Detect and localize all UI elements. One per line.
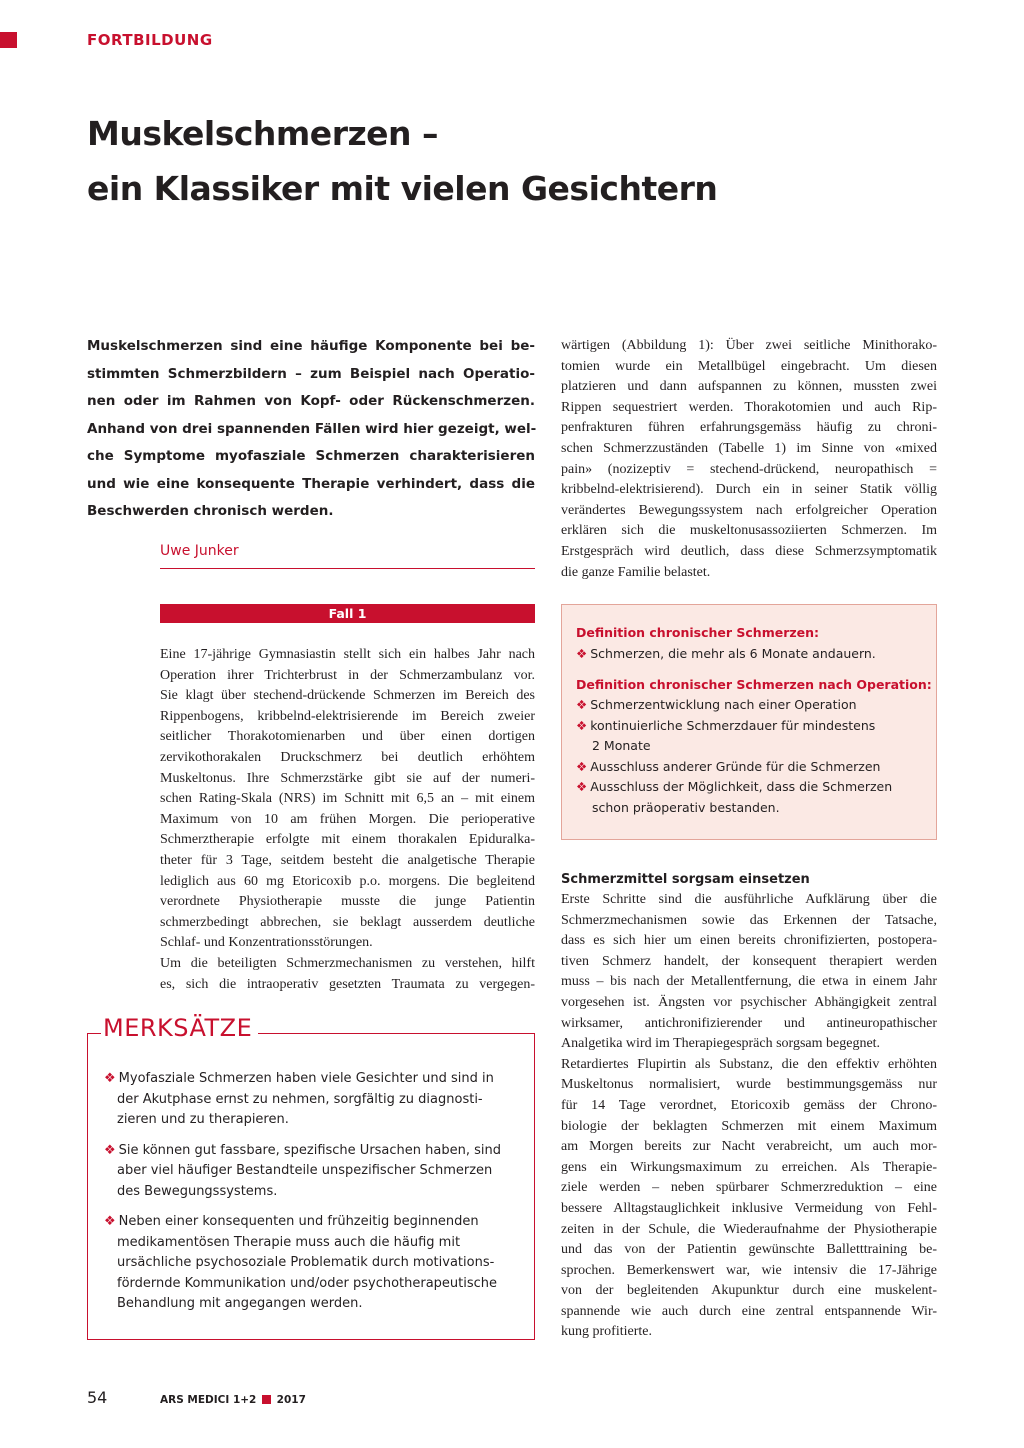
- text-line: Sie klagt über stechend-drückende Schmerzen im Bereich des: [160, 688, 535, 704]
- lead-line: Anhand von drei spannenden Fällen wird hier gezeigt, wel-: [87, 420, 537, 437]
- definition-item: ❖ kontinuierliche Schmerzdauer für mindestens: [576, 718, 876, 733]
- text-line: erklären sich die muskeltonusassoziierten Schmerzen. Im: [561, 523, 937, 539]
- text-line: theter für 3 Tage, seitdem besteht die analgetische Therapie: [160, 852, 535, 868]
- author-divider: [160, 568, 535, 569]
- text-line: kung profitierte.: [561, 1324, 652, 1340]
- text-line: tiven Schmerz handelt, der konsequent therapiert werden: [561, 953, 937, 969]
- text-line: Maximum von 10 am frühen Morgen. Die perioperative: [160, 811, 535, 827]
- definition-item-continuation: schon präoperativ bestanden.: [592, 800, 780, 815]
- text-line: lediglich aus 60 mg Etoricoxib p.o. morgens. Die begleitend: [160, 873, 535, 889]
- definition-item: ❖ Ausschluss anderer Gründe für die Schmerzen: [576, 759, 881, 774]
- text-line: spannende wie auch durch eine zentral entspannende Wir-: [561, 1303, 937, 1319]
- text-line: bessere Alltagstauglichkeit inklusive Vermeidung von Fehl-: [561, 1200, 937, 1216]
- lead-line: stimmten Schmerzbildern – zum Beispiel nach Operatio-: [87, 365, 535, 382]
- key-point-line: aber viel häufiger Bestandteile unspezifischer Schmerzen: [117, 1163, 493, 1178]
- section-label: FORTBILDUNG: [87, 31, 213, 49]
- lead-line: Muskelschmerzen sind eine häufige Komponente bei be-: [87, 338, 535, 354]
- text-line: für 14 Tage verordnet, Etoricoxib gemäss der Chrono-: [561, 1097, 937, 1113]
- diamond-bullet-icon: ❖: [576, 646, 588, 661]
- diamond-bullet-icon: ❖: [576, 779, 588, 794]
- diamond-bullet-icon: ❖: [576, 718, 588, 733]
- text-line: wirksamer, antichronifizierender und antineuropathischer: [561, 1015, 937, 1031]
- lead-line: und wie eine konsequente Therapie verhindert, dass die: [87, 475, 535, 492]
- definition-heading: Definition chronischer Schmerzen nach Operation:: [576, 677, 932, 692]
- text-line: schen Schmerzzuständen (Tabelle 1) im Sinne von «mixed: [561, 440, 937, 456]
- text-line: am Morgen bereits zur Nacht verabreicht, um auch mor-: [561, 1139, 937, 1155]
- text-line: kribbelnd-elektrisierend). Durch ein in seiner Statik völlig: [561, 482, 937, 498]
- lead-line: Beschwerden chronisch werden.: [87, 503, 334, 519]
- footer-square-icon: [262, 1395, 271, 1404]
- lead-line: che Symptome myofasziale Schmerzen charakterisieren: [87, 448, 535, 464]
- definition-box: [561, 604, 937, 840]
- text-line: Eine 17-jährige Gymnasiastin stellt sich ein halbes Jahr nach: [160, 647, 535, 662]
- text-line: platzieren und dann aufspannen zu können, mussten zwei: [561, 379, 937, 395]
- text-line: zeiten in der Schule, die Wiederaufnahme der Physiotherapie: [561, 1221, 937, 1237]
- text-line: Retardiertes Flupirtin als Substanz, die den effektiv erhöhten: [561, 1056, 937, 1072]
- right-column-paragraph: [561, 336, 937, 583]
- article-title: [87, 106, 717, 216]
- text-line: verordnete Physiotherapie musste die junge Patientin: [160, 894, 535, 910]
- title-line: ein Klassiker mit vielen Gesichtern: [87, 169, 718, 208]
- lead-paragraph: [87, 333, 535, 526]
- subsection-heading: Schmerzmittel sorgsam einsetzen: [561, 872, 810, 887]
- text-line: tomien wurde ein Metallbügel eingebracht. Um diesen: [561, 358, 937, 374]
- text-line: vorgesehen ist. Ängsten vor psychischer Abhängigkeit zentral: [561, 994, 937, 1010]
- text-line: zervikothorakalen Druckschmerz bei deutlich erhöhtem: [160, 749, 535, 765]
- definition-heading: Definition chronischer Schmerzen:: [576, 625, 820, 640]
- page-number: 54: [87, 1388, 108, 1407]
- text-line: Erste Schritte sind die ausführliche Aufklärung über die: [561, 892, 937, 907]
- key-point-line: medikamentösen Therapie muss auch die häufig mit: [117, 1235, 461, 1250]
- key-point-line: fördernde Kommunikation und/oder psychotherapeutische: [117, 1276, 498, 1291]
- key-point-line: ursächliche psychosoziale Problematik durch motivations-: [117, 1255, 495, 1270]
- text-line: die ganze Familie belastet.: [561, 564, 711, 580]
- case-paragraph: [160, 645, 535, 995]
- text-line: Rippenbogens, kribbelnd-elektrisierende im Bereich zweier: [160, 708, 535, 724]
- journal-year: 2017: [276, 1394, 306, 1406]
- text-line: Schlaf- und Konzentrationsstörungen.: [160, 935, 373, 951]
- key-point-line: ❖ Sie können gut fassbare, spezifische Ursachen haben, sind: [104, 1143, 501, 1158]
- diamond-bullet-icon: ❖: [104, 1143, 116, 1158]
- key-point-line: ❖ Myofasziale Schmerzen haben viele Gesichter und sind in: [104, 1071, 494, 1086]
- text-line: verändertes Bewegungssystem nach erfolgreicher Operation: [561, 502, 937, 518]
- key-point-line: der Akutphase ernst zu nehmen, sorgfältig zu diagnosti-: [117, 1092, 483, 1107]
- text-line: Muskeltonus. Ihre Schmerzstärke gibt sie auf der numeri-: [160, 770, 535, 786]
- definition-item: ❖ Schmerzentwicklung nach einer Operation: [576, 697, 857, 712]
- text-line: Um die beteiligten Schmerzmechanismen zu verstehen, hilft: [160, 955, 535, 971]
- key-points-title: MERKSÄTZE: [101, 1014, 258, 1042]
- text-line: Operation ihrer Trichterbrust in der Schmerzambulanz vor.: [160, 667, 535, 683]
- key-point-line: des Bewegungssystems.: [117, 1184, 278, 1199]
- key-point-line: ❖ Neben einer konsequenten und frühzeitig beginnenden: [104, 1214, 479, 1229]
- right-column-paragraph: [561, 890, 937, 1343]
- diamond-bullet-icon: ❖: [104, 1214, 116, 1229]
- journal-footer: [160, 1394, 306, 1406]
- journal-name: ARS MEDICI 1+2: [160, 1394, 257, 1406]
- text-line: pain» (nozizeptiv = stechend-drückend, neuropathisch =: [561, 461, 937, 477]
- text-line: seitlicher Thorakotomienarben und über einen dortigen: [160, 729, 535, 745]
- text-line: sprochen. Bemerkenswert war, wie intensiv die 17-Jährige: [561, 1262, 937, 1278]
- text-line: muss – bis nach der Metallentfernung, die etwa in einem Jahr: [561, 974, 937, 990]
- text-line: von der begleitenden Akupunktur durch eine muskelent-: [561, 1283, 937, 1299]
- section-marker: [0, 32, 17, 48]
- case-label-bar: Fall 1: [160, 604, 535, 623]
- text-line: penfrakturen führen erfahrungsgemäss häufig zu chroni-: [561, 420, 937, 436]
- text-line: gens ein Wirkungsmaximum zu erreichen. Als Therapie-: [561, 1159, 937, 1175]
- text-line: schen Rating-Skala (NRS) im Schnitt mit 6,5 an – mit einem: [160, 791, 535, 807]
- text-line: Schmerzmechanismen sowie das Erkennen der Tatsache,: [561, 912, 937, 928]
- diamond-bullet-icon: ❖: [104, 1071, 116, 1086]
- text-line: Analgetika wird im Therapiegespräch sorgsam begegnet.: [561, 1036, 881, 1052]
- text-line: biologie der beklagten Schmerzen mit einem Maximum: [561, 1118, 937, 1134]
- text-line: Muskeltonus normalisiert, wurde bestimmungsgemäss nur: [561, 1077, 937, 1093]
- text-line: Erstgespräch wird deutlich, dass diese Schmerzsymptomatik: [561, 543, 937, 559]
- diamond-bullet-icon: ❖: [576, 759, 588, 774]
- key-point-line: Behandlung mit angegangen werden.: [117, 1296, 363, 1311]
- definition-item: ❖ Ausschluss der Möglichkeit, dass die Schmerzen: [576, 779, 893, 794]
- text-line: es, sich die intraoperativ gesetzten Traumata zu vergegen-: [160, 976, 535, 992]
- author-name: Uwe Junker: [160, 543, 239, 559]
- definition-item-continuation: 2 Monate: [592, 738, 651, 753]
- lead-line: nen oder im Rahmen von Kopf- oder Rückenschmerzen.: [87, 393, 535, 409]
- key-point-line: zieren und zu therapieren.: [117, 1112, 289, 1127]
- text-line: wärtigen (Abbildung 1): Über zwei seitliche Minithorako-: [561, 338, 937, 353]
- definition-item: ❖ Schmerzen, die mehr als 6 Monate andauern.: [576, 646, 876, 661]
- title-line: Muskelschmerzen –: [87, 114, 439, 153]
- text-line: schmerzbedingt abbrechen, sie beklagt ausserdem deutliche: [160, 914, 535, 930]
- diamond-bullet-icon: ❖: [576, 697, 588, 712]
- text-line: und das von der Patientin gewünschte Balletttraining be-: [561, 1242, 937, 1258]
- text-line: ziele werden – neben spürbarer Schmerzreduktion – eine: [561, 1180, 937, 1196]
- text-line: Schmerztherapie erfolgte mit einem thorakalen Epiduralka-: [160, 832, 535, 848]
- text-line: Rippen sequestriert werden. Thorakotomien und auch Rip-: [561, 399, 937, 415]
- text-line: dass es sich hier um einen bereits chronifizierten, postopera-: [561, 933, 937, 949]
